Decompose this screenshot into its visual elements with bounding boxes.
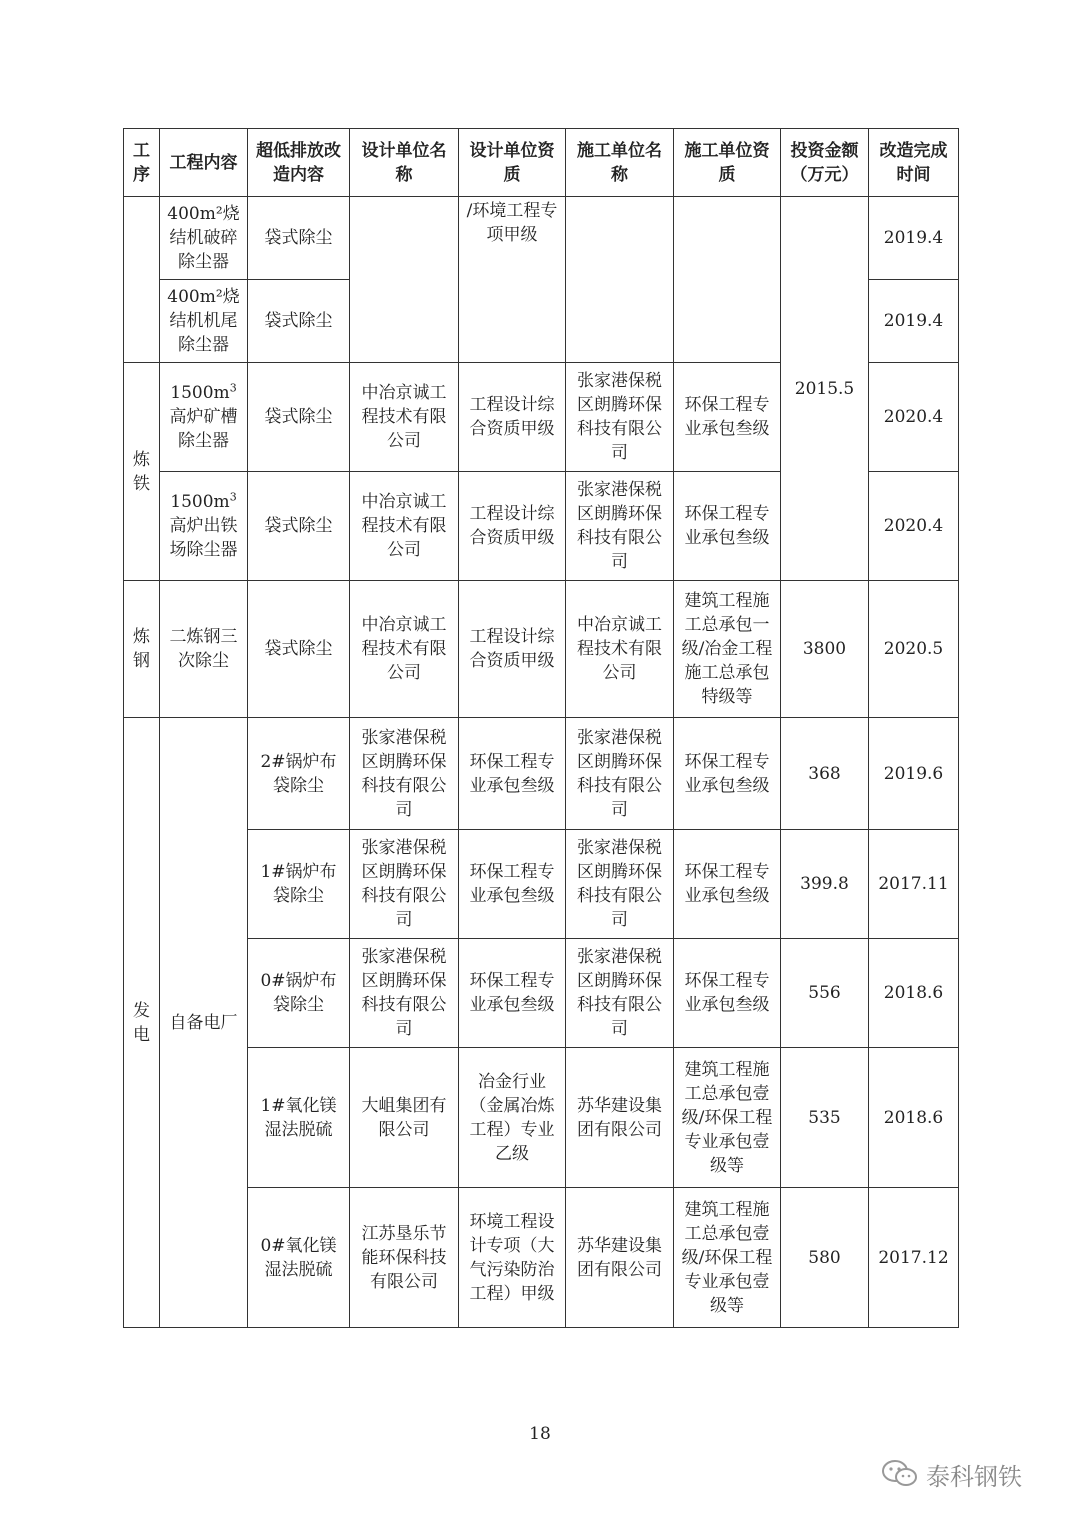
build-qual-cell: 环保工程专业承包叁级 <box>674 363 781 472</box>
header-build-unit: 施工单位名称 <box>566 129 674 197</box>
header-build-qual: 施工单位资质 <box>674 129 781 197</box>
design-unit-cell: 张家港保税区朗腾环保科技有限公司 <box>350 939 459 1048</box>
header-completion: 改造完成时间 <box>869 129 959 197</box>
investment-cell: 368 <box>781 718 869 830</box>
build-unit-cell: 张家港保税区朗腾环保科技有限公司 <box>566 718 674 830</box>
table-row <box>124 1188 959 1328</box>
retrofit-cell: 袋式除尘 <box>248 363 350 472</box>
build-unit-cell: 张家港保税区朗腾环保科技有限公司 <box>566 830 674 939</box>
table-row <box>124 830 959 939</box>
header-investment: 投资金额（万元） <box>781 129 869 197</box>
completion-cell: 2017.11 <box>869 830 959 939</box>
watermark <box>880 1456 1022 1492</box>
build-qual-cell: 环保工程专业承包叁级 <box>674 718 781 830</box>
project-cell: 二炼钢三次除尘 <box>160 581 248 718</box>
design-qual-cell: 环境工程设计专项（大气污染防治工程）甲级 <box>459 1188 566 1328</box>
build-qual-cell: 环保工程专业承包叁级 <box>674 830 781 939</box>
wechat-icon <box>880 1459 920 1489</box>
build-unit-cell <box>566 197 674 363</box>
project-cell: 400m²烧结机机尾除尘器 <box>160 280 248 363</box>
investment-cell: 399.8 <box>781 830 869 939</box>
completion-cell: 2018.6 <box>869 939 959 1048</box>
build-unit-cell: 苏华建设集团有限公司 <box>566 1188 674 1328</box>
build-unit-cell: 张家港保税区朗腾环保科技有限公司 <box>566 363 674 472</box>
investment-cell: 2015.5 <box>781 197 869 581</box>
header-project: 工程内容 <box>160 129 248 197</box>
design-qual-cell: 工程设计综合资质甲级 <box>459 472 566 581</box>
retrofit-cell: 袋式除尘 <box>248 280 350 363</box>
build-unit-cell: 苏华建设集团有限公司 <box>566 1048 674 1188</box>
header-design-qual: 设计单位资质 <box>459 129 566 197</box>
project-cell <box>160 472 248 581</box>
project-cell <box>160 363 248 472</box>
build-qual-cell <box>674 197 781 363</box>
project-cell: 400m²烧结机破碎除尘器 <box>160 197 248 280</box>
retrofit-cell: 2#锅炉布袋除尘 <box>248 718 350 830</box>
project-text-post: 高炉矿槽除尘器 <box>169 407 238 451</box>
design-qual-cell: /环境工程专项甲级 <box>459 197 566 363</box>
completion-cell: 2019.4 <box>869 280 959 363</box>
project-text-post: 高炉出铁场除尘器 <box>169 516 238 560</box>
retrofit-table <box>123 128 959 1328</box>
build-qual-cell: 建筑工程施工总承包壹级/环保工程专业承包壹级等 <box>674 1048 781 1188</box>
completion-cell: 2019.4 <box>869 197 959 280</box>
retrofit-cell: 袋式除尘 <box>248 197 350 280</box>
completion-cell: 2019.6 <box>869 718 959 830</box>
completion-cell: 2020.4 <box>869 472 959 581</box>
build-unit-cell: 中冶京诚工程技术有限公司 <box>566 581 674 718</box>
watermark-text: 泰科钢铁 <box>926 1462 1022 1491</box>
design-unit-cell: 大岨集团有限公司 <box>350 1048 459 1188</box>
build-qual-cell: 环保工程专业承包叁级 <box>674 939 781 1048</box>
project-cell: 自备电厂 <box>160 718 248 1328</box>
investment-cell: 556 <box>781 939 869 1048</box>
build-qual-cell: 建筑工程施工总承包壹级/环保工程专业承包壹级等 <box>674 1188 781 1328</box>
design-qual-cell: 环保工程专业承包叁级 <box>459 830 566 939</box>
header-retrofit: 超低排放改造内容 <box>248 129 350 197</box>
process-cell <box>124 197 160 363</box>
investment-cell: 3800 <box>781 581 869 718</box>
design-qual-cell: 冶金行业（金属冶炼工程）专业乙级 <box>459 1048 566 1188</box>
retrofit-cell: 1#锅炉布袋除尘 <box>248 830 350 939</box>
design-unit-cell: 中冶京诚工程技术有限公司 <box>350 363 459 472</box>
table-row <box>124 1048 959 1188</box>
header-row <box>124 129 959 197</box>
design-unit-cell <box>350 197 459 363</box>
header-process: 工序 <box>124 129 160 197</box>
retrofit-cell: 0#氧化镁湿法脱硫 <box>248 1188 350 1328</box>
header-design-unit: 设计单位名称 <box>350 129 459 197</box>
retrofit-cell: 0#锅炉布袋除尘 <box>248 939 350 1048</box>
completion-cell: 2018.6 <box>869 1048 959 1188</box>
retrofit-cell: 袋式除尘 <box>248 472 350 581</box>
table-row <box>124 718 959 830</box>
design-unit-cell: 中冶京诚工程技术有限公司 <box>350 472 459 581</box>
page-number: 18 <box>529 1424 551 1444</box>
build-unit-cell: 张家港保税区朗腾环保科技有限公司 <box>566 472 674 581</box>
project-text-pre: 1500m <box>170 492 230 512</box>
project-text-pre: 1500m <box>170 383 230 403</box>
design-qual-cell: 工程设计综合资质甲级 <box>459 363 566 472</box>
retrofit-cell: 袋式除尘 <box>248 581 350 718</box>
build-qual-cell: 环保工程专业承包叁级 <box>674 472 781 581</box>
build-unit-cell: 张家港保税区朗腾环保科技有限公司 <box>566 939 674 1048</box>
design-unit-cell: 中冶京诚工程技术有限公司 <box>350 581 459 718</box>
process-cell: 炼钢 <box>124 581 160 718</box>
completion-cell: 2020.4 <box>869 363 959 472</box>
table-row <box>124 581 959 718</box>
build-qual-cell: 建筑工程施工总承包一级/冶金工程施工总承包特级等 <box>674 581 781 718</box>
table-row <box>124 197 959 280</box>
process-cell: 发电 <box>124 718 160 1328</box>
investment-cell: 580 <box>781 1188 869 1328</box>
table-row <box>124 939 959 1048</box>
design-unit-cell: 张家港保税区朗腾环保科技有限公司 <box>350 830 459 939</box>
design-qual-cell: 工程设计综合资质甲级 <box>459 581 566 718</box>
design-qual-cell: 环保工程专业承包叁级 <box>459 939 566 1048</box>
design-unit-cell: 张家港保税区朗腾环保科技有限公司 <box>350 718 459 830</box>
project-text-sup: 3 <box>229 490 237 504</box>
retrofit-cell: 1#氧化镁湿法脱硫 <box>248 1048 350 1188</box>
project-text-sup: 3 <box>229 381 237 395</box>
investment-cell: 535 <box>781 1048 869 1188</box>
design-qual-cell: 环保工程专业承包叁级 <box>459 718 566 830</box>
completion-cell: 2020.5 <box>869 581 959 718</box>
design-unit-cell: 江苏垦乐节能环保科技有限公司 <box>350 1188 459 1328</box>
process-cell: 炼铁 <box>124 363 160 581</box>
completion-cell: 2017.12 <box>869 1188 959 1328</box>
